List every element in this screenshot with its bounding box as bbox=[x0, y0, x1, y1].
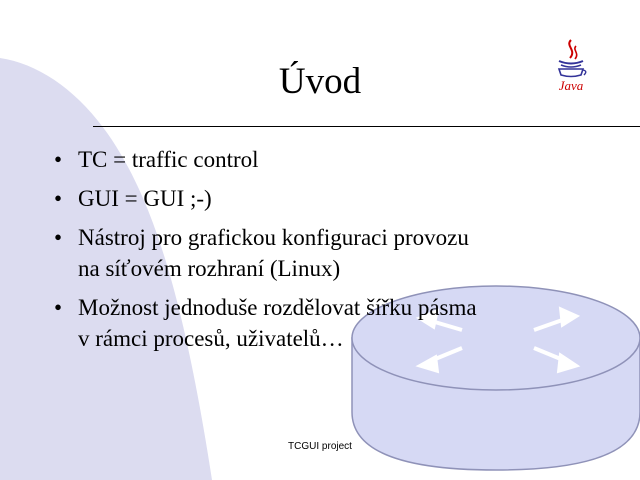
java-logo-text: Java bbox=[558, 78, 584, 93]
slide-title: Úvod bbox=[278, 61, 362, 102]
bullet-text-continued: na síťovém rozhraní (Linux) bbox=[78, 256, 341, 281]
bullet-text: • TC = traffic control bbox=[78, 147, 259, 172]
slide-footer: TCGUI project bbox=[288, 441, 352, 452]
java-coffee-cup-icon bbox=[559, 40, 586, 77]
bullet-list bbox=[52, 144, 592, 362]
bullet-text-continued: v rámci procesů, uživatelů… bbox=[78, 326, 344, 351]
bullet-item bbox=[52, 183, 592, 214]
bullet-text: • GUI = GUI ;-) bbox=[78, 186, 212, 211]
bullet-item bbox=[52, 144, 592, 175]
bullet-text: • Nástroj pro grafickou konfiguraci provozu bbox=[78, 225, 469, 250]
title-divider bbox=[93, 126, 640, 127]
bullet-item bbox=[52, 292, 592, 354]
java-logo bbox=[551, 38, 591, 94]
bullet-item bbox=[52, 222, 592, 284]
bullet-text: • Možnost jednoduše rozdělovat šířku pásma bbox=[78, 295, 477, 320]
